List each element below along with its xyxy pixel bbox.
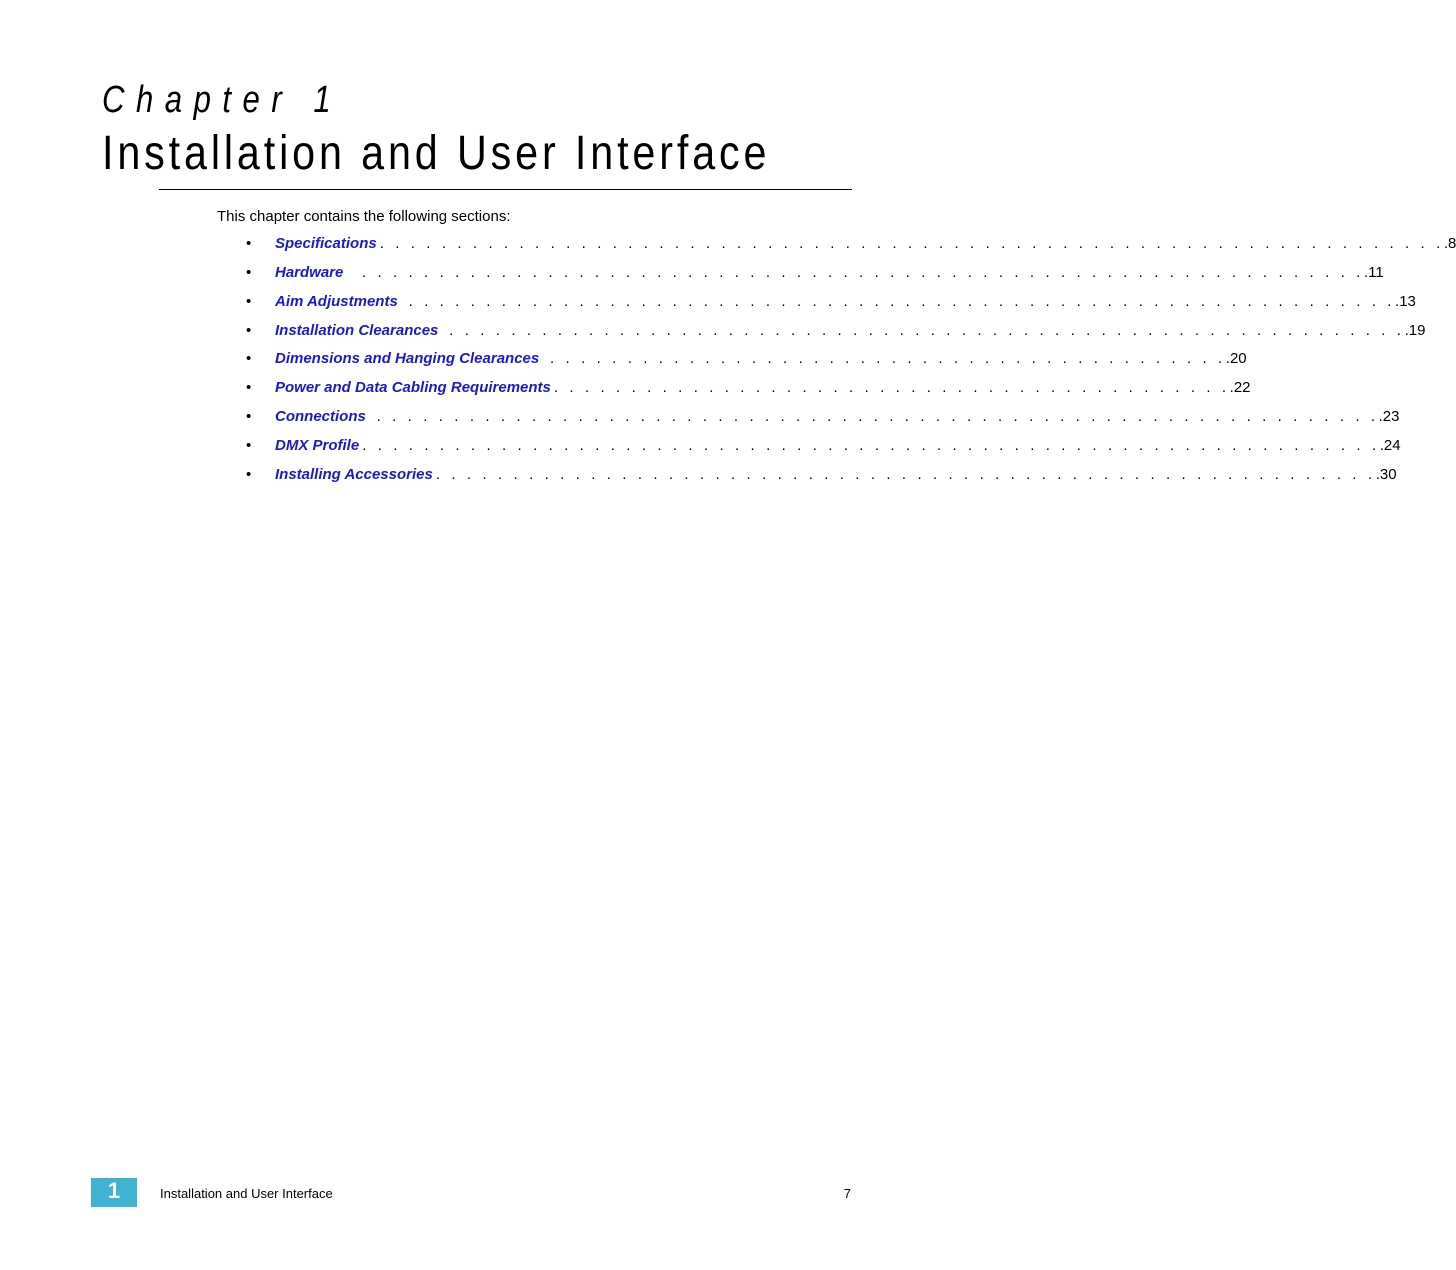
dot-leader: . . . . . . . . . . . . . . . . . . . . . . . . . . . . . . . . . . . . . . . . . . . . . . . . . . . . . . . . . . . . . . . . — [400, 293, 1396, 310]
title-divider — [159, 189, 852, 190]
toc-item-installing-accessories — [0, 464, 1397, 486]
dot-leader: . . . . . . . . . . . . . . . . . . . . . . . . . . . . . . . . . . . . . . . . . . . . — [553, 379, 1230, 396]
dot-leader: . . . . . . . . . . . . . . . . . . . . . . . . . . . . . . . . . . . . . . . . . . . . . . . . . . . . . . . . . . . . . . . . . . . . . — [379, 235, 1444, 252]
dot-leader: . . . . . . . . . . . . . . . . . . . . . . . . . . . . . . . . . . . . . . . . . . . . . . . . . . . . . . . . . . . . . . . . . — [346, 264, 1364, 281]
bullet: • — [246, 350, 252, 367]
chapter-title: Installation and User Interface — [102, 127, 771, 180]
bullet: • — [246, 235, 252, 252]
chapter-number-badge: 1 — [91, 1178, 137, 1207]
bullet: • — [246, 437, 252, 454]
toc-page-number: .20 — [1225, 350, 1247, 367]
toc-item-aim-adjustments — [0, 291, 1416, 313]
dot-leader: . . . . . . . . . . . . . . . . . . . . . . . . . . . . . . . . . . . . . . . . . . . . . . . . . . . . . . . . . . . . . — [435, 466, 1376, 483]
toc-link-aim-adjustments[interactable]: Aim Adjustments — [275, 293, 398, 310]
toc-page-number: .13 — [1395, 293, 1416, 310]
toc-link-power-data-cabling[interactable]: Power and Data Cabling Requirements — [275, 379, 551, 396]
bullet: • — [246, 293, 252, 310]
toc-item-hardware — [0, 262, 1384, 284]
toc-page-number: .24 — [1379, 437, 1401, 454]
toc-item-installation-clearances — [0, 320, 1426, 342]
bullet: • — [246, 379, 252, 396]
toc-link-installation-clearances[interactable]: Installation Clearances — [275, 322, 439, 339]
toc-page-number: .19 — [1404, 322, 1426, 339]
intro-text: This chapter contains the following sections: — [217, 208, 511, 225]
bullet: • — [246, 322, 252, 339]
toc-link-specifications[interactable]: Specifications — [275, 235, 377, 252]
toc-link-connections[interactable]: Connections — [275, 408, 366, 425]
dot-leader: . . . . . . . . . . . . . . . . . . . . . . . . . . . . . . . . . . . . . . . . . . . . — [542, 350, 1226, 367]
toc-link-dmx-profile[interactable]: DMX Profile — [275, 437, 360, 454]
chapter-label: Chapter 1 — [102, 79, 343, 121]
toc-item-specifications — [0, 233, 1456, 255]
toc-item-connections — [0, 406, 1400, 428]
toc-link-dimensions-hanging-clearances[interactable]: Dimensions and Hanging Clearances — [275, 350, 540, 367]
bullet: • — [246, 466, 252, 483]
toc-link-hardware[interactable]: Hardware — [275, 264, 344, 281]
dot-leader: . . . . . . . . . . . . . . . . . . . . . . . . . . . . . . . . . . . . . . . . . . . . . . . . . . . . . . . . . . . . . . — [441, 322, 1405, 339]
toc-item-power-data-cabling — [0, 377, 1251, 399]
toc-item-dmx-profile — [0, 435, 1401, 457]
toc-link-installing-accessories[interactable]: Installing Accessories — [275, 466, 433, 483]
page-number: 7 — [843, 1186, 851, 1201]
toc-page-number: .23 — [1378, 408, 1400, 425]
footer-title: Installation and User Interface — [160, 1186, 333, 1201]
dot-leader: . . . . . . . . . . . . . . . . . . . . . . . . . . . . . . . . . . . . . . . . . . . . . . . . . . . . . . . . . . . . . . . . . — [368, 408, 1379, 425]
toc-page-number: .11 — [1363, 264, 1384, 281]
dot-leader: . . . . . . . . . . . . . . . . . . . . . . . . . . . . . . . . . . . . . . . . . . . . . . . . . . . . . . . . . . . . . . . . . . — [362, 437, 1380, 454]
bullet: • — [246, 264, 252, 281]
toc-page-number: .8 — [1443, 235, 1456, 252]
bullet: • — [246, 408, 252, 425]
toc-item-dimensions-hanging-clearances — [0, 348, 1247, 370]
toc-page-number: .22 — [1229, 379, 1251, 396]
toc-page-number: .30 — [1375, 466, 1397, 483]
